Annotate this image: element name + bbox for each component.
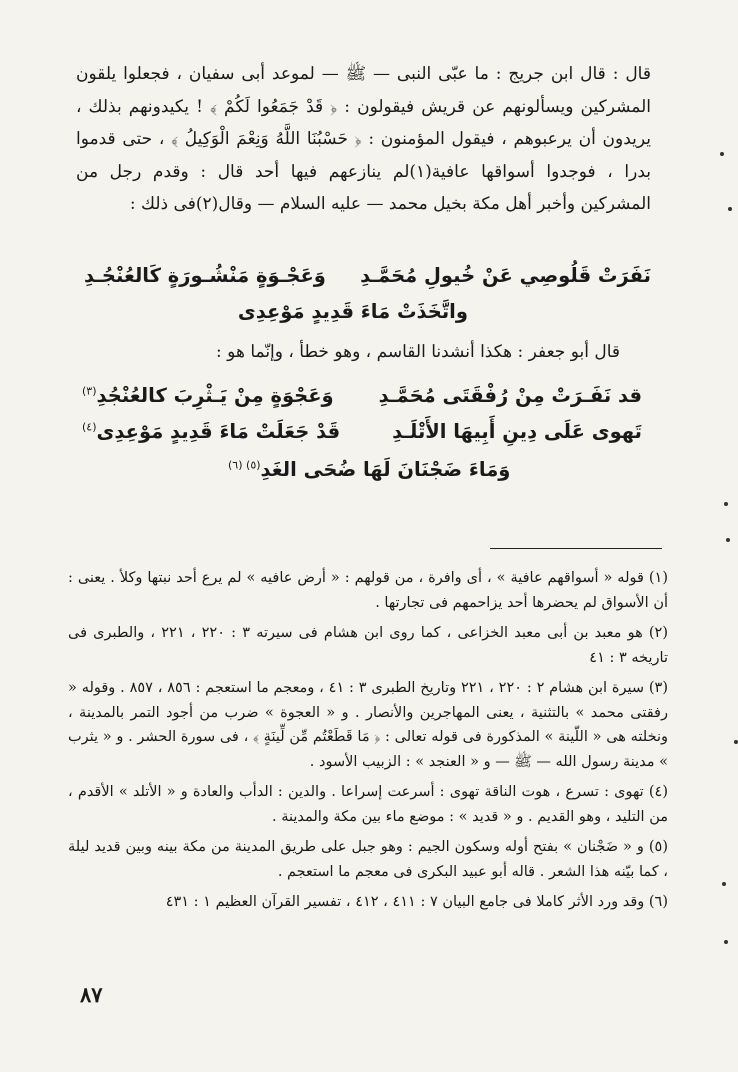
verse-1-line-1 [84,264,651,298]
margin-dot [724,940,728,944]
footnote-ref-4: (٤) [82,420,97,434]
margin-dot [722,882,726,886]
verse-2-line-1-second-hemistich: وَعَجْوَةٍ مِنْ يَـثْرِبَ كالعُنْجُدِ$^{(٣)}$ [82,384,334,407]
verse-2-line-3-hemistich: وَمَاءَ ضَجْنَانَ لَهَا ضُحَى الغَدِ [260,458,511,481]
verse-1-line-2: واتَّخَذَتْ مَاءَ قَدِيدٍ مَوْعِدِى [237,300,468,323]
main-text [76,58,651,221]
footnote-4: (٤) تهوى : تسرع ، هوت الناقة تهوى : أسرعت إسراعا . والدين : الدأب والعادة و « الأتلد » الأقدم ، من التليد ، وهو القديم . و « قديد » : موضع ماء بين مكة والمدينة . [68,784,668,825]
margin-dot [734,740,738,744]
footnote-5: (٥) و « ضَجْنان » بفتح أوله وسكون الجيم : وهو جبل على طريق المدينة من مكة بينه وبين قديد ليلة ، كما بيّنه هذا الشعر . قاله أبو عبيد البكرى فى معجم ما استعجم . [68,839,668,880]
footnote-1: (١) قوله « أسواقهم عافية » ، أى وافرة ، من قولهم : « أرض عافيه » لم يرع أحد نبتها وكلأ . يعنى : أن الأسواق لم يحضرها أحد يزاحمهم فى تجارتها . [68,570,668,611]
verse-2-line-2 [82,420,642,456]
abu-jafar-line: قال أبو جعفر : هكذا أنشدنا القاسم ، وهو خطأ ، وإنّما هو : [216,342,620,362]
footnote-separator [490,548,662,549]
footnote-ref-5-6: (٥) (٦) [228,458,261,472]
verse-2-line-2-first-hemistich: تَهوى عَلَى دِينِ أَبِيهَا الأَتْلَـدِ [392,420,642,443]
footnote-ref-3: (٣) [82,384,97,398]
margin-dot [724,502,728,506]
verse-1-first-hemistich: نَفَرَتْ قَلُوصِي عَنْ خُيولِ مُحَمَّـدِ [360,264,651,287]
verse-1-second-hemistich: وَعَجْـوَةٍ مَنْشُـورَةٍ كَالعُنْجُـدِ [84,264,326,287]
main-paragraph: قال : قال ابن جريج : ما عبّى النبى — ﷺ — لموعد أبى سفيان ، فجعلوا يلقون المشركين ويسألونهم عن قريش فيقولون : ﴿ قَدْ جَمَعُوا لَكُمْ ﴾ ! يكيدونهم بذلك ، يريدون أن يرعبوهم ، فيقول المؤمنون : ﴿ حَسْبُنَا اللَّهُ وَنِعْمَ الْوَكِيلُ ﴾ ، حتى قدموا بدرا ، فوجدوا أسواقها عافية(١)لم ينازعهم فيها أحد قال : وقدم رجل من المشركين وأخبر أهل مكة بخيل محمد — عليه السلام — وقال(٢)فى ذلك : [76,64,651,214]
footnote-6: (٦) وقد ورد الأثر كاملا فى جامع البيان ٧ : ٤١١ ، ٤١٢ ، تفسير القرآن العظيم ١ : ٤٣١ [165,894,668,910]
footnotes [68,566,668,921]
page-number: ٨٧ [80,982,103,1007]
footnote-3: (٣) سيرة ابن هشام ٢ : ٢٢٠ ، ٢٢١ وتاريخ الطبرى ٣ : ٤١ ، ومعجم ما استعجم : ٨٥٦ ، ٨٥٧ . وقوله « رفقتى محمد » بالتثنية ، يعنى المهاجرين والأنصار . و « العجوة » ضرب من أجود التمر بالمدينة ، ونخلته هى « اللّينة » المذكورة فى قوله تعالى : ﴿ مَا قَطَعْتُم مِّن لِّينَةٍ ﴾ ، فى سورة الحشر . و « يثرب » مدينة رسول الله — ﷺ — و « العنجد » : الزبيب الأسود . [68,680,668,770]
verse-2-line-1 [82,384,642,420]
footnote-2: (٢) هو معبد بن أبى معبد الخزاعى ، كما روى ابن هشام فى سيرته ٣ : ٢٢٠ ، ٢٢١ ، والطبرى فى تاريخه ٣ : ٤١ [68,625,669,666]
margin-dot [728,207,732,211]
verse-2-line-3 [228,458,510,481]
margin-dot [726,538,730,542]
margin-dot [720,152,724,156]
verse-2-line-1-first-hemistich: قد نَفَـرَتْ مِنْ رُفْقَتَى مُحَمَّـدِ [378,384,642,407]
verse-2-line-2-second-hemistich: قَدْ جَعَلَتْ مَاءَ قَدِيدٍ مَوْعِدِى$^{(٤)}$ [82,420,341,443]
